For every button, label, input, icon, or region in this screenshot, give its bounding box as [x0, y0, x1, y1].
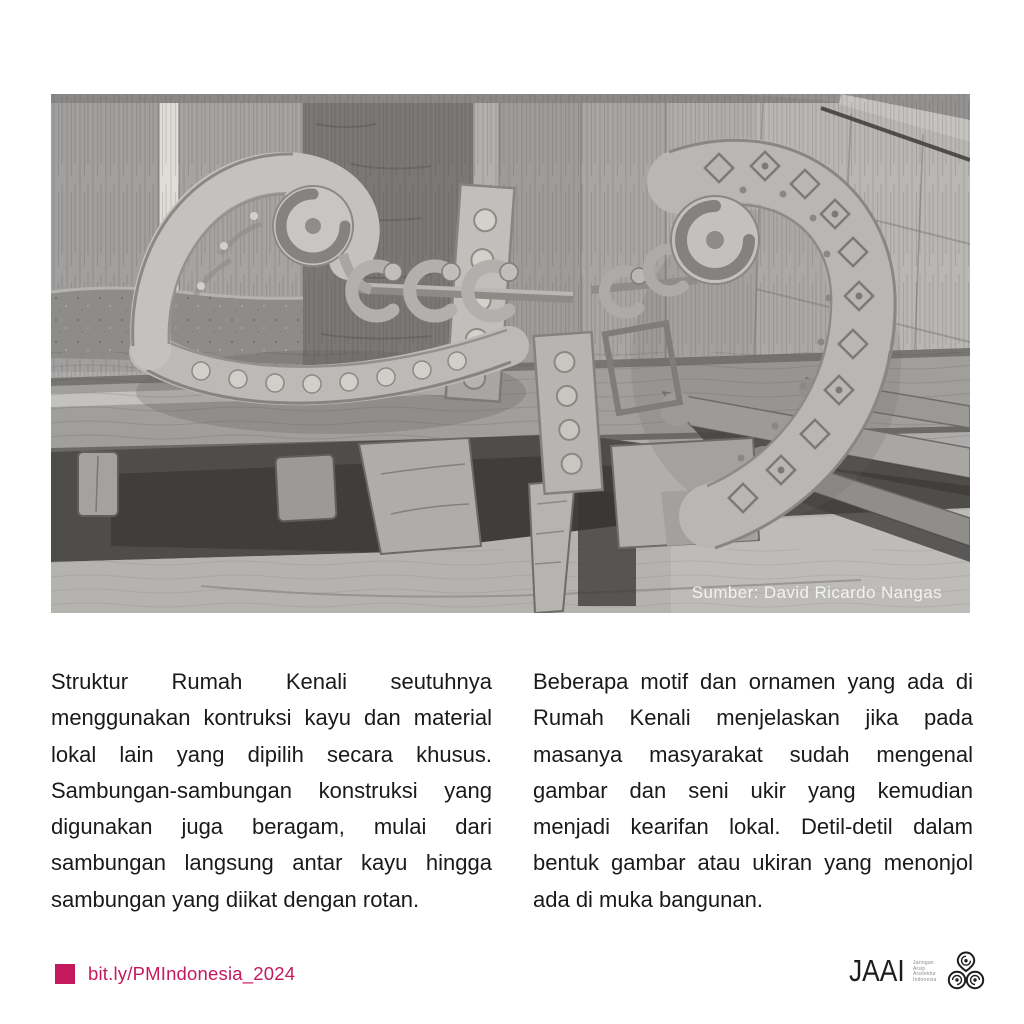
photo-credit: Sumber: David Ricardo Nangas [691, 583, 942, 602]
jaai-logo [849, 948, 991, 996]
jaai-spiral-icon [946, 949, 986, 993]
jaai-logo-acronym: JAAI [849, 953, 905, 988]
paragraph-left: Struktur Rumah Kenali seutuhnya menggunakan kontruksi kayu dan material lokal lain yang dipilih secara khusus. Sambungan-sambungan konstruksi yang digunakan juga beragam, mulai dari sambungan langsung antar kayu hingga sambungan yang diikat dengan rotan. [51, 669, 492, 912]
accent-square [55, 964, 75, 984]
jaai-logo-name: Jaringan Arsip Arsitektur Indonesia [913, 960, 937, 983]
photo-art [51, 94, 970, 613]
paragraph-right: Beberapa motif dan ornamen yang ada di Rumah Kenali menjelaskan jika pada masanya masyarakat sudah mengenal gambar dan seni ukir yang kemudian menjadi kearifan lokal. Detil-detil dalam bentuk gambar atau ukiran yang menonjol ada di muka bangunan. [533, 669, 973, 912]
footer-link[interactable]: bit.ly/PMIndonesia_2024 [88, 963, 296, 984]
woodcarving-photo [51, 94, 970, 613]
